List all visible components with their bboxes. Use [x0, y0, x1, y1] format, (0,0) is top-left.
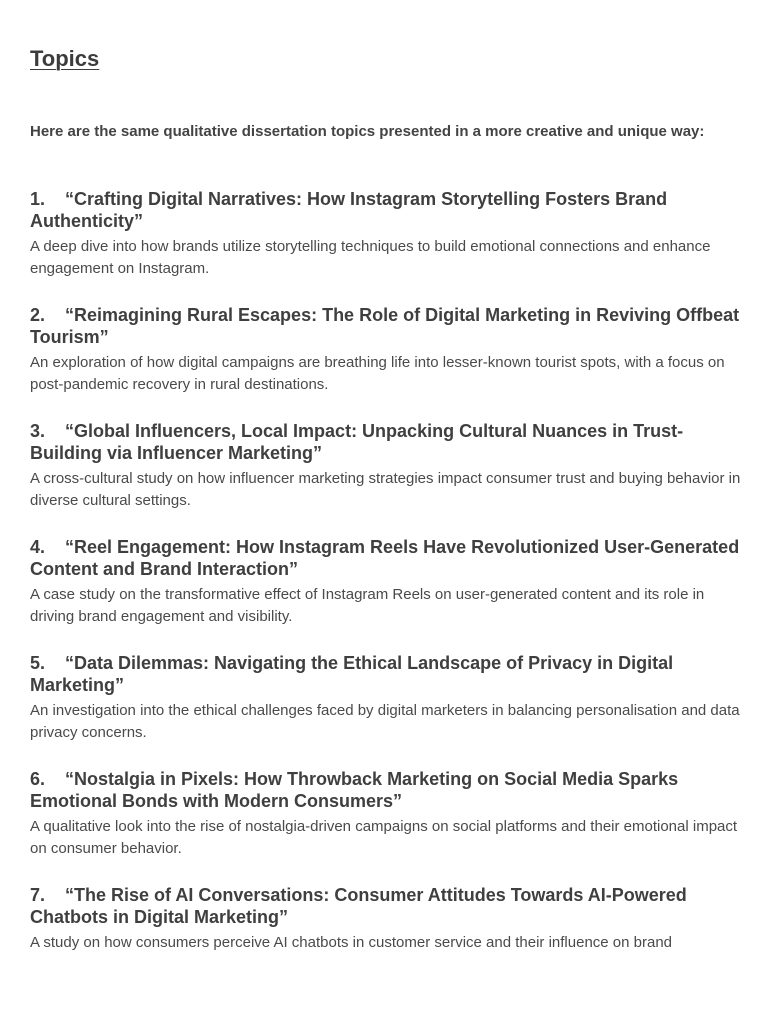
- topic-number: 3.: [30, 421, 46, 441]
- topic-heading: [30, 768, 740, 812]
- topic-description: An exploration of how digital campaigns are breathing life into lesser-known tourist spots, with a focus on post-pandemic recovery in rural destinations.: [30, 354, 725, 393]
- topic-number: 4.: [30, 537, 46, 557]
- topic-number: 6.: [30, 769, 46, 789]
- topic-item: [30, 768, 740, 860]
- topic-heading: [30, 188, 740, 232]
- topic-title: “Reimagining Rural Escapes: The Role of Digital Marketing in Reviving Offbeat Tourism”: [30, 305, 740, 347]
- topics-list: [30, 188, 740, 978]
- topic-title: “Nostalgia in Pixels: How Throwback Marketing on Social Media Sparks Emotional Bonds with Modern Consumers”: [30, 769, 679, 811]
- topic-item: [30, 188, 740, 280]
- topic-title: “Data Dilemmas: Navigating the Ethical Landscape of Privacy in Digital Marketing”: [30, 653, 674, 695]
- topic-number: 2.: [30, 305, 46, 325]
- topic-heading: [30, 884, 740, 928]
- topic-description: An investigation into the ethical challenges faced by digital marketers in balancing personalisation and data privacy concerns.: [30, 702, 740, 741]
- topic-description: A qualitative look into the rise of nostalgia-driven campaigns on social platforms and their emotional impact on consumer behavior.: [30, 818, 738, 857]
- document-page: [30, 0, 740, 1024]
- topic-title: “Crafting Digital Narratives: How Instagram Storytelling Fosters Brand Authenticity”: [30, 189, 668, 231]
- topic-title: “The Rise of AI Conversations: Consumer Attitudes Towards AI-Powered Chatbots in Digital Marketing”: [30, 885, 687, 927]
- topic-title: “Global Influencers, Local Impact: Unpacking Cultural Nuances in Trust-Building via Influencer Marketing”: [30, 421, 684, 463]
- topic-description: A deep dive into how brands utilize storytelling techniques to build emotional connections and enhance engagement on Instagram.: [30, 238, 711, 277]
- topic-number: 1.: [30, 189, 46, 209]
- topic-heading: [30, 304, 740, 348]
- topic-number: 7.: [30, 885, 46, 905]
- topic-heading: [30, 420, 740, 464]
- topic-heading: [30, 536, 740, 580]
- topic-description: A cross-cultural study on how influencer marketing strategies impact consumer trust and buying behavior in diverse cultural settings.: [30, 470, 740, 509]
- topic-description: A case study on the transformative effect of Instagram Reels on user-generated content and its role in driving brand engagement and visibility.: [30, 586, 705, 625]
- topic-item: [30, 652, 740, 744]
- topic-item: [30, 884, 740, 954]
- topic-item: [30, 304, 740, 396]
- topic-number: 5.: [30, 653, 46, 673]
- topic-title: “Reel Engagement: How Instagram Reels Have Revolutionized User-Generated Content and Brand Interaction”: [30, 537, 740, 579]
- topic-item: [30, 420, 740, 512]
- intro-text: Here are the same qualitative dissertation topics presented in a more creative and unique way:: [30, 123, 705, 140]
- page-title: Topics: [30, 46, 100, 71]
- topic-item: [30, 536, 740, 628]
- topic-description: A study on how consumers perceive AI chatbots in customer service and their influence on brand: [30, 934, 673, 951]
- topic-heading: [30, 652, 740, 696]
